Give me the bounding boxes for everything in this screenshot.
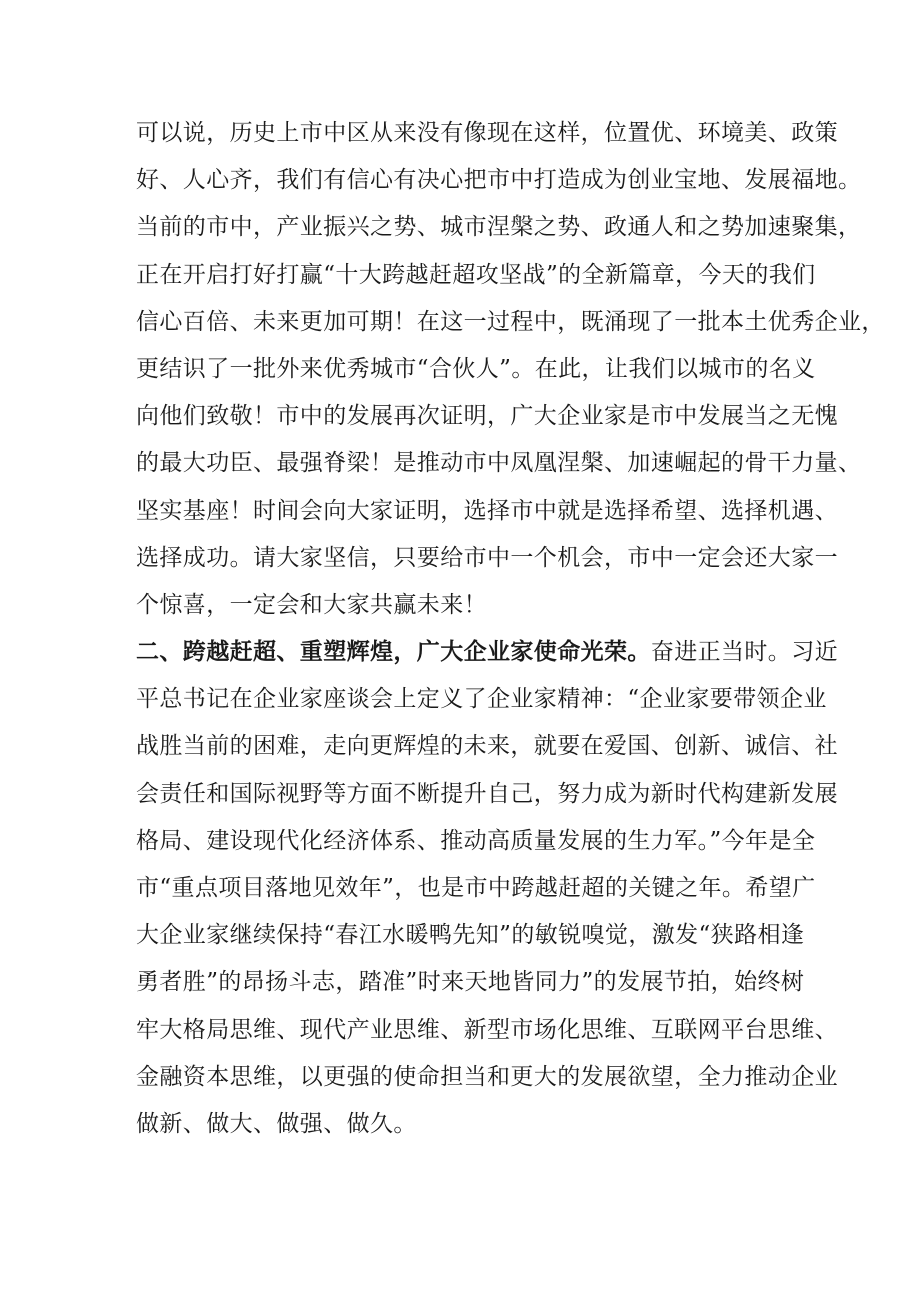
text-line: 坚实基座！时间会向大家证明，选择市中就是选择希望、选择机遇、 <box>136 497 838 524</box>
text-line: 个惊喜，一定会和大家共赢未来！ <box>136 591 487 618</box>
text-line-continuation: 奋进正当时。习近 <box>650 639 839 666</box>
text-line: 选择成功。请大家坚信，只要给市中一个机会，市中一定会还大家一 <box>136 544 838 571</box>
text-line: 勇者胜”的昂扬斗志，踏准”时来天地皆同力”的发展节拍，始终树 <box>136 969 805 996</box>
text-line: 市“重点项目落地见效年”，也是市中跨越赶超的关键之年。希望广 <box>136 875 816 901</box>
text-line: 正在开启打好打赢“十大跨越赶超攻坚战”的全新篇章，今天的我们 <box>136 261 816 288</box>
text-line: 当前的市中，产业振兴之势、城市涅槃之势、政通人和之势加速聚集， <box>136 214 862 241</box>
document-body <box>136 110 885 1148</box>
text-line: 更结识了一批外来优秀城市“合伙人”。在此，让我们以城市的名义 <box>136 355 816 382</box>
text-line: 的最大功臣、最强脊梁！是推动市中凤凰涅槃、加速崛起的骨干力量、 <box>136 450 862 477</box>
section-2-first-line <box>136 629 839 676</box>
text-line: 平总书记在企业家座谈会上定义了企业家精神：“企业家要带领企业 <box>136 686 827 713</box>
text-line: 做新、做大、做强、做久。 <box>136 1110 417 1137</box>
text-line: 会责任和国际视野等方面不断提升自己，努力成为新时代构建新发展 <box>136 780 838 807</box>
text-line: 可以说，历史上市中区从来没有像现在这样，位置优、环境美、政策 <box>136 120 838 146</box>
text-line: 金融资本思维，以更强的使命担当和更大的发展欲望，全力推动企业 <box>136 1063 838 1090</box>
section-2 <box>136 629 839 1148</box>
text-line: 战胜当前的困难，走向更辉煌的未来，就要在爱国、创新、诚信、社 <box>136 733 838 760</box>
text-line: 牢大格局思维、现代产业思维、新型市场化思维、互联网平台思维、 <box>136 1016 838 1043</box>
section-heading: 二、跨越赶超、重塑辉煌，广大企业家使命光荣。 <box>136 639 651 666</box>
text-line: 信心百倍、未来更加可期！在这一过程中，既涌现了一批本土优秀企业， <box>136 308 885 335</box>
text-line: 大企业家继续保持“春江水暖鸭先知”的敏锐嗅觉，激发“狭路相逢 <box>136 922 805 949</box>
paragraph-1 <box>136 110 885 629</box>
text-line: 好、人心齐，我们有信心有决心把市中打造成为创业宝地、发展福地。 <box>136 167 862 194</box>
text-line: 向他们致敬！市中的发展再次证明，广大企业家是市中发展当之无愧 <box>136 403 838 430</box>
text-line: 格局、建设现代化经济体系、推动高质量发展的生力军。”今年是全 <box>136 827 816 854</box>
